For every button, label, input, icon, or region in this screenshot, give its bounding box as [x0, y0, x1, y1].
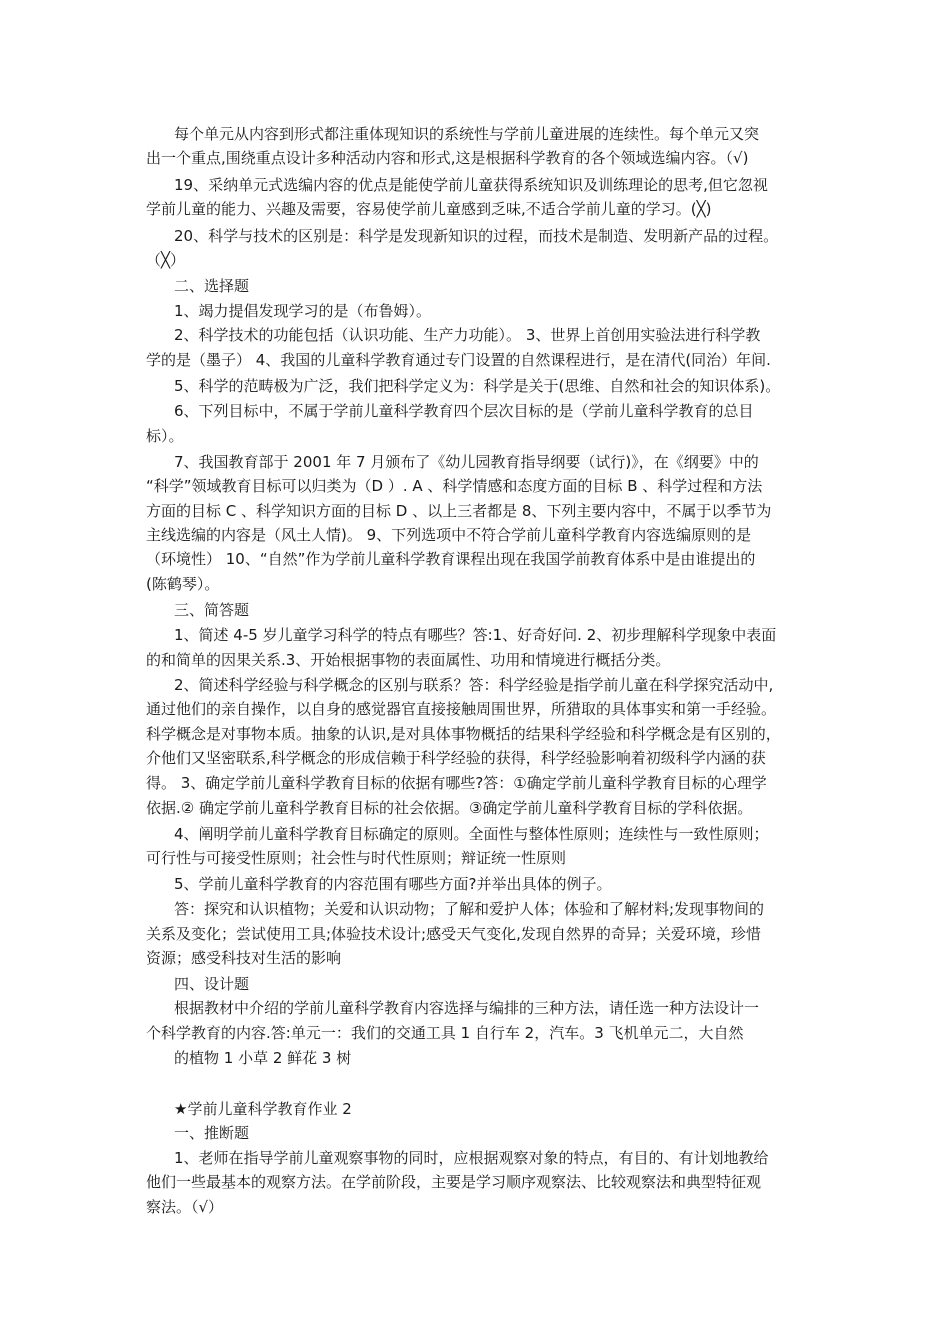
paragraph-line: 2、简述科学经验与科学概念的区别与联系？答：科学经验是指学前儿童在科学探究活动中, — [174, 676, 774, 694]
paragraph-line: 答：探究和认识植物；关爱和认识动物；了解和爱护人体；体验和了解材料;发现事物间的 — [174, 900, 765, 918]
paragraph-line: 的和简单的因果关系.3、开始根据事物的表面属性、功用和情境进行概括分类。 — [146, 651, 671, 669]
section-heading: 四、设计题 — [174, 975, 250, 993]
paragraph-line: 学的是（墨子） 4、我国的儿童科学教育通过专门设置的自然课程进行，是在清代(同治）年间. — [146, 351, 771, 369]
paragraph-line: 科学概念是对事物本质。抽象的认识,是对具体事物概括的结果科学经验和科学概念是有区别的， — [146, 725, 781, 743]
paragraph-line: 资源；感受科技对生活的影响 — [146, 949, 342, 967]
paragraph-line: 4、阐明学前儿童科学教育目标确定的原则。全面性与整体性原则；连续性与一致性原则； — [174, 825, 769, 843]
paragraph-line: 1、简述 4-5 岁儿童学习科学的特点有哪些？答:1、好奇好问. 2、初步理解科学现象中表面 — [174, 626, 777, 644]
paragraph-line: “科学”领域教育目标可以归类为（D ）. A 、科学情感和态度方面的目标 B 、科学过程和方法 — [146, 477, 763, 495]
assignment-heading: ★学前儿童科学教育作业 2 — [174, 1100, 352, 1118]
paragraph-line: 5、学前儿童科学教育的内容范围有哪些方面?并举出具体的例子。 — [174, 875, 612, 893]
paragraph-line: 6、下列目标中，不属于学前儿童科学教育四个层次目标的是（学前儿童科学教育的总目 — [174, 402, 754, 420]
paragraph-line: 介他们又坚密联系,科学概念的形成信赖于科学经验的获得，科学经验影响着初级科学内涵的获 — [146, 749, 766, 767]
paragraph-line: 方面的目标 C 、科学知识方面的目标 D 、以上三者都是 8、下列主要内容中，不属于以季节为 — [146, 502, 772, 520]
paragraph-line: (陈鹤琴）。 — [146, 575, 220, 593]
paragraph-line: （╳） — [146, 251, 186, 269]
paragraph-line: 他们一些最基本的观察方法。在学前阶段，主要是学习顺序观察法、比较观察法和典型特征观 — [146, 1173, 762, 1191]
paragraph-line: 出一个重点,围绕重点设计多种活动内容和形式,这是根据科学教育的各个领域选编内容。（√) — [146, 149, 749, 167]
section-heading: 二、选择题 — [174, 277, 250, 295]
paragraph-line: 5、科学的范畴极为广泛，我们把科学定义为：科学是关于(思维、自然和社会的知识体系)。 — [174, 377, 781, 395]
paragraph-line: 察法。（√） — [146, 1198, 224, 1216]
paragraph-line: 通过他们的亲自操作，以自身的感觉器官直接接触周围世界，所猎取的具体事实和第一手经验。 — [146, 700, 777, 718]
paragraph-line: 7、我国教育部于 2001 年 7 月颁布了《幼儿园教育指导纲要（试行)》，在《纲要》中的 — [174, 453, 759, 471]
section-heading: 三、简答题 — [174, 601, 250, 619]
paragraph-line: 主线选编的内容是（风土人情)。 9、下列选项中不符合学前儿童科学教育内容选编原则的是 — [146, 526, 752, 544]
paragraph-line: 依据.② 确定学前儿童科学教育目标的社会依据。③确定学前儿童科学教育目标的学科依据。 — [146, 799, 753, 817]
paragraph-line: 可行性与可接受性原则；社会性与时代性原则；辩证统一性原则 — [146, 849, 567, 867]
paragraph-line: 的植物 1 小草 2 鲜花 3 树 — [174, 1049, 352, 1067]
paragraph-line: 19、采纳单元式选编内容的优点是能使学前儿童获得系统知识及训练理论的思考,但它忽视 — [174, 176, 768, 194]
paragraph-line: 2、科学技术的功能包括（认识功能、生产力功能）。 3、世界上首创用实验法进行科学教 — [174, 326, 761, 344]
paragraph-line: 个科学教育的内容.答:单元一：我们的交通工具 1 自行车 2，汽车。3 飞机单元二，大自然 — [146, 1024, 744, 1042]
paragraph-line: 关系及变化；尝试使用工具;体验技术设计;感受天气变化,发现自然界的奇异；关爱环境，珍惜 — [146, 925, 761, 943]
paragraph-line: 1、竭力提倡发现学习的是（布鲁姆）。 — [174, 302, 432, 320]
paragraph-line: 20、科学与技术的区别是：科学是发现新知识的过程，而技术是制造、发明新产品的过程。 — [174, 227, 779, 245]
paragraph-line: （环境性） 10、“自然”作为学前儿童科学教育课程出现在我国学前教育体系中是由谁提出的 — [146, 550, 756, 568]
paragraph-line: 根据教材中介绍的学前儿童科学教育内容选择与编排的三种方法，请任选一种方法设计一 — [174, 999, 760, 1017]
paragraph-line: 得。 3、确定学前儿童科学教育目标的依据有哪些?答：①确定学前儿童科学教育目标的心理学 — [146, 774, 767, 792]
paragraph-line: 学前儿童的能力、兴趣及需要，容易使学前儿童感到乏味,不适合学前儿童的学习。(╳) — [146, 200, 712, 218]
paragraph-line: 1、老师在指导学前儿童观察事物的同时，应根据观察对象的特点，有目的、有计划地教给 — [174, 1149, 769, 1167]
paragraph-line: 每个单元从内容到形式都注重体现知识的系统性与学前儿童进展的连续性。每个单元又突 — [174, 125, 760, 143]
section-heading: 一、推断题 — [174, 1124, 250, 1142]
paragraph-line: 标）。 — [146, 427, 184, 445]
